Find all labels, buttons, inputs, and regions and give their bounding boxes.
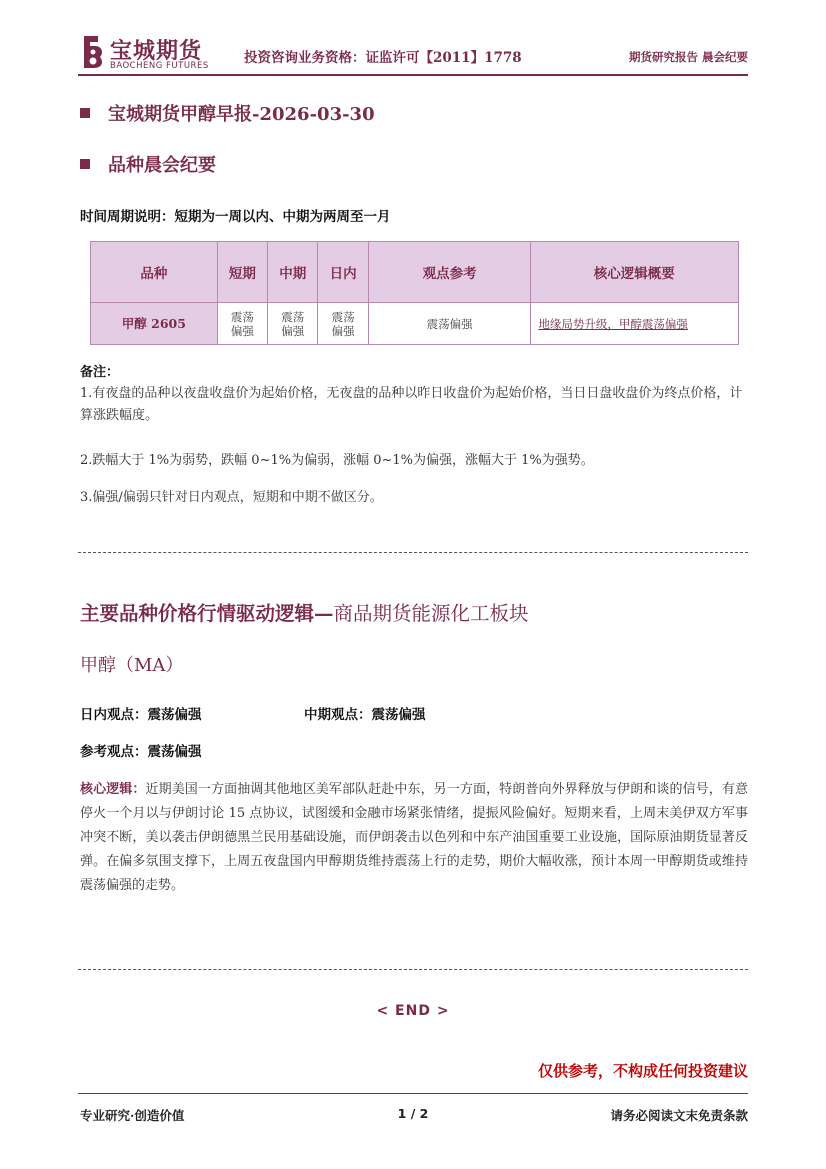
core-logic-label: 核心逻辑： [80, 782, 146, 797]
notes-heading: 备注： [80, 365, 120, 380]
header-short-term: 短期 [217, 242, 267, 303]
footer-divider [78, 1093, 748, 1094]
note-1: 1.有夜盘的品种以夜盘收盘价为起始价格，无夜盘的品种以昨日收盘价为起始价格，当日日盘收盘价为终点价格，计算涨跌幅度。 [80, 386, 743, 423]
summary-table [90, 241, 739, 345]
square-bullet-icon [80, 159, 90, 169]
table-header-row [91, 242, 739, 303]
core-logic-text: 近期美国一方面抽调其他地区美军部队赶赴中东，另一方面，特朗普向外界释放与伊朗和谈的信号，有意停火一个月以与伊朗讨论 15 点协议，试图缓和金融市场紧张情绪，提振风险偏好。短期来看，上周末美伊双方军事冲突不断，美以袭击伊朗德黑兰民用基础设施，而伊朗袭击以色列和中东产油国重要工业设施，国际原油期货显著反弹。在偏多氛围支撑下，上周五夜盘国内甲醇期货维持震荡上行的走势，期价大幅收涨，预计本周一甲醇期货或维持震荡偏强的走势。 [80, 782, 748, 893]
cell-short-term: 震荡偏强 [217, 303, 267, 345]
baocheng-logo-icon [80, 34, 106, 70]
report-title [80, 100, 375, 126]
cell-logic-link[interactable]: 地缘局势升级，甲醇震荡偏强 [531, 303, 739, 345]
page-number: 1 / 2 [397, 1106, 429, 1121]
dashed-divider [78, 969, 748, 970]
header-intraday: 日内 [318, 242, 368, 303]
drivers-title [80, 598, 529, 626]
square-bullet-icon [80, 108, 90, 118]
cell-mid-term: 震荡偏强 [268, 303, 318, 345]
variety-title: 甲醇（MA） [80, 655, 184, 676]
period-note: 时间周期说明：短期为一周以内、中期为两周至一月 [80, 209, 391, 225]
note-2: 2.跌幅大于 1%为弱势，跌幅 0~1%为偏弱，涨幅 0~1%为偏强，涨幅大于 1%为强势。 [80, 453, 594, 468]
core-logic [80, 778, 748, 898]
cell-intraday: 震荡偏强 [318, 303, 368, 345]
section-title [80, 151, 216, 177]
header-divider [78, 74, 748, 76]
intraday-view: 日内观点：震荡偏强 [80, 707, 202, 723]
footer-slogan: 专业研究·创造价值 [80, 1108, 185, 1123]
logo-text-cn: 宝城期货 [110, 38, 203, 64]
drivers-title-sub: 商品期货能源化工板块 [333, 602, 529, 625]
logo-text-en: BAOCHENG FUTURES [110, 61, 209, 71]
header-variety: 品种 [91, 242, 218, 303]
mid-view: 中期观点：震荡偏强 [304, 707, 426, 723]
cell-view: 震荡偏强 [368, 303, 531, 345]
end-mark: < END > [376, 1003, 450, 1019]
report-title-text: 宝城期货甲醇早报-2026-03-30 [108, 104, 375, 125]
qualification-text: 投资咨询业务资格：证监许可【2011】1778 [244, 50, 522, 66]
cell-variety: 甲醇 2605 [91, 303, 218, 345]
drivers-title-main: 主要品种价格行情驱动逻辑— [80, 602, 334, 625]
table-row [91, 303, 739, 345]
dashed-divider [78, 552, 748, 553]
header-logic: 核心逻辑概要 [531, 242, 739, 303]
disclaimer: 仅供参考，不构成任何投资建议 [537, 1062, 748, 1080]
header-view: 观点参考 [368, 242, 531, 303]
report-type: 期货研究报告 晨会纪要 [628, 50, 748, 64]
section-title-text: 品种晨会纪要 [108, 155, 216, 176]
note-3: 3.偏强/偏弱只针对日内观点，短期和中期不做区分。 [80, 490, 383, 505]
footer-disclaimer-note: 请务必阅读文末免责条款 [610, 1108, 748, 1123]
header-mid-term: 中期 [268, 242, 318, 303]
reference-view: 参考观点：震荡偏强 [80, 744, 202, 760]
